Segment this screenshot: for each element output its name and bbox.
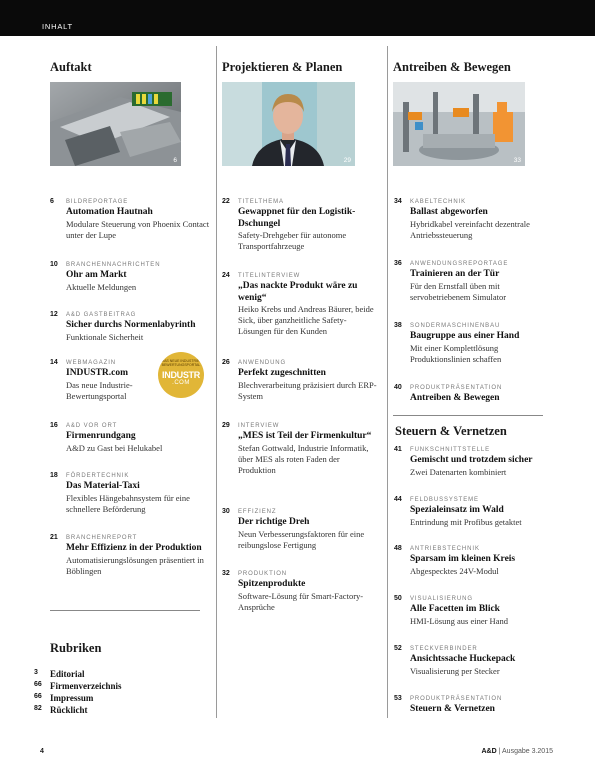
page-number: 50 [394,595,402,602]
entry-title: Spitzenprodukte [238,579,306,589]
category: INTERVIEW [238,423,280,429]
entry-description: Das neue Industrie-Bewertungsportal [66,379,133,401]
category: STECKVERBINDER [410,646,478,652]
page-number: 22 [222,198,230,205]
entry-title: Perfekt zugeschnitten [238,368,326,378]
entry-title: Automation Hautnah [66,207,153,217]
entry-description: Mit einer Komplettlösung Produktionslinien schaffen [410,342,502,364]
entry-description: Blechverarbeitung präzisiert durch ERP-System [238,379,377,401]
entry-title: Ohr am Markt [66,270,127,280]
entry-title: Gewappnet für den Logistik-Dschungel [238,207,356,229]
page-number: 36 [394,260,402,267]
category: FELDBUSSYSTEME [410,497,479,503]
category: BRANCHENNACHRICHTEN [66,262,161,268]
entry-title: Sparsam im kleinen Kreis [410,554,516,564]
page-number: 34 [394,198,402,205]
toc-entry[interactable] [394,322,550,365]
entry-title: Steuern & Vernetzen [410,704,495,714]
entry-title: Antreiben & Bewegen [410,393,500,403]
entry-description: Automatisierungslösungen präsentiert in Böblingen [66,554,204,576]
entry-title: Firmenrundgang [66,431,136,441]
toc-entry[interactable] [222,359,378,402]
entry-title: Alle Facetten im Blick [410,604,500,614]
entry-description: Aktuelle Meldungen [66,281,137,292]
rubrik-item[interactable] [34,669,85,679]
category: PRODUKTPRÄSENTATION [410,385,503,391]
rubrik-title: Firmenverzeichnis [50,681,122,691]
entry-description: Abgespecktes 24V-Modul [410,565,499,576]
entry-description: Für den Ernstfall üben mit servobetriebenem Simulator [410,280,507,302]
toc-entry[interactable] [394,198,550,241]
page-number: 26 [222,359,230,366]
rubriken-heading: Rubriken [50,641,102,655]
entry-description: Entrindung mit Profibus getaktet [410,516,522,527]
badge-brand: INDUSTR [162,370,200,380]
rubrik-item[interactable] [34,693,94,703]
rubrik-item[interactable] [34,681,122,691]
page-number: 52 [394,645,402,652]
image-page-number: 33 [513,157,521,164]
steuern-heading: Steuern & Vernetzen [395,424,507,438]
toc-entry[interactable] [50,359,158,402]
column-divider [216,46,217,718]
rubrik-title: Rücklicht [50,705,88,715]
entry-description: Neun Verbesserungsfaktoren für eine reibungslose Fertigung [238,528,365,550]
category: BILDREPORTAGE [66,199,129,205]
category: SONDERMASCHINENBAU [410,323,501,329]
toc-entry[interactable] [222,508,378,551]
category: ANWENDUNGSREPORTAGE [410,261,509,267]
toc-entry[interactable] [394,545,550,577]
page-number: 66 [34,693,42,700]
category: BRANCHENREPORT [66,535,138,541]
entry-description: Modulare Steuerung von Phoenix Contact unter der Lupe [66,218,210,240]
column-heading: Antreiben & Bewegen [393,60,511,74]
page-number: 29 [222,422,230,429]
robot-line-image [393,82,525,166]
toc-entry[interactable] [394,446,550,478]
divider [50,610,200,611]
page-number: 30 [222,508,230,515]
toc-entry[interactable] [222,422,378,476]
entry-title: „MES ist Teil der Firmenkultur“ [238,431,372,441]
category: PRODUKTPRÄSENTATION [410,696,503,702]
page-number: 53 [394,695,402,702]
toc-entry[interactable] [394,595,550,627]
entry-title: Spezialeinsatz im Wald [410,505,504,515]
entry-description: A&D zu Gast bei Helukabel [66,442,163,453]
category: FÖRDERTECHNIK [66,473,130,479]
category: WEBMAGAZIN [66,360,117,366]
toc-entry[interactable] [50,198,214,241]
entry-description: Hybridkabel vereinfacht dezentrale Antriebssteuerung [410,218,530,240]
category: ANTRIEBSTECHNIK [410,546,480,552]
entry-description: Zwei Datenarten kombiniert [410,466,507,477]
column-divider [387,46,388,718]
page-number: 40 [394,384,402,391]
toc-entry[interactable] [50,261,214,293]
category: A&D VOR ORT [66,423,118,429]
entry-title: INDUSTR.com [66,368,129,378]
entry-title: Sicher durchs Normenlabyrinth [66,320,196,330]
page-number: 32 [222,570,230,577]
page-number-footer: 4 [40,748,44,755]
entry-title: Das Material-Taxi [66,481,140,491]
publication-name: A&D [481,748,497,755]
entry-title: „Das nackte Produkt wäre zu wenig“ [238,281,358,303]
toc-entry[interactable] [394,260,550,303]
category: PRODUKTION [238,571,288,577]
page-number: 6 [50,198,54,205]
issue-info [482,748,554,755]
toc-entry[interactable] [222,570,378,613]
page-number: 82 [34,705,42,712]
article-image-machine[interactable] [50,82,181,166]
entry-title: Der richtige Dreh [238,517,310,527]
category: ANWENDUNG [238,360,287,366]
toc-entry[interactable] [222,272,378,337]
category: KABELTECHNIK [410,199,467,205]
toc-entry[interactable] [394,384,550,405]
header-bar [0,0,595,36]
page-number: 48 [394,545,402,552]
column-heading: Auftakt [50,60,92,74]
entry-title: Trainieren an der Tür [410,269,500,279]
page-number: 16 [50,422,58,429]
badge-domain: .COM [172,380,190,386]
image-page-number: 6 [173,157,177,164]
image-page-number: 29 [343,157,351,164]
toc-entry[interactable] [394,496,550,528]
rubrik-item[interactable] [34,705,88,715]
entry-description: Heiko Krebs und Andreas Bäurer, beide Sick, über ganzheitliche Safety-Lösungen für den Kunden [238,304,374,336]
entry-title: Ballast abgeworfen [410,207,488,217]
page-number: 12 [50,311,58,318]
entry-description: Software-Lösung für Smart-Factory-Ansprüche [238,590,364,612]
page-number: 24 [222,272,230,279]
modular-controller-image [50,82,181,166]
entry-description: Flexibles Hängebahnsystem für eine schnellere Beförderung [66,492,190,514]
page-number: 44 [394,496,402,503]
page-number: 41 [394,446,402,453]
page-number: 18 [50,472,58,479]
toc-entry[interactable] [50,422,214,454]
entry-title: Baugruppe aus einer Hand [410,331,520,341]
page-number: 3 [34,669,38,676]
page-number: 38 [394,322,402,329]
page-number: 21 [50,534,58,541]
entry-description: HMI-Lösung aus einer Hand [410,615,508,626]
rubrik-title: Impressum [50,693,94,703]
toc-entry[interactable] [394,645,550,677]
issue-number: | Ausgabe 3.2015 [498,748,553,755]
category: VISUALISIERUNG [410,596,473,602]
page-number: 66 [34,681,42,688]
divider [393,415,543,416]
category: TITELINTERVIEW [238,273,301,279]
category: TITELTHEMA [238,199,284,205]
industr-com-badge[interactable] [158,352,204,398]
category: EFFIZIENZ [238,509,277,515]
category: FUNKSCHNITTSTELLE [410,447,490,453]
page-number: 14 [50,359,58,366]
toc-entry[interactable] [50,472,214,515]
entry-title: Gemischt und trotzdem sicher [410,455,533,465]
toc-entry[interactable] [50,311,214,343]
article-image-portrait[interactable] [222,82,355,166]
toc-entry[interactable] [50,534,214,577]
entry-description: Funktionale Sicherheit [66,331,144,342]
toc-entry[interactable] [394,695,550,716]
column-heading: Projektieren & Planen [222,60,343,74]
entry-description: Visualisierung per Stecker [410,665,500,676]
article-image-robots[interactable] [393,82,525,166]
category: A&D GASTBEITRAG [66,312,137,318]
section-label: INHALT [42,22,73,31]
entry-title: Ansichtssache Huckepack [410,654,516,664]
entry-description: Safety-Drehgeber für autonome Transportfahrzeuge [238,230,347,251]
entry-title: Mehr Effizienz in der Produktion [66,543,202,553]
rubrik-title: Editorial [50,669,85,679]
toc-entry[interactable] [222,198,378,252]
entry-description: Stefan Gottwald, Industrie Informatik, über MES als roten Faden der Produktion [238,442,369,475]
page-number: 10 [50,261,58,268]
portrait-image [222,82,355,166]
badge-tagline: DAS NEUE INDUSTRIE-BEWERTUNGSPORTAL [161,359,201,367]
